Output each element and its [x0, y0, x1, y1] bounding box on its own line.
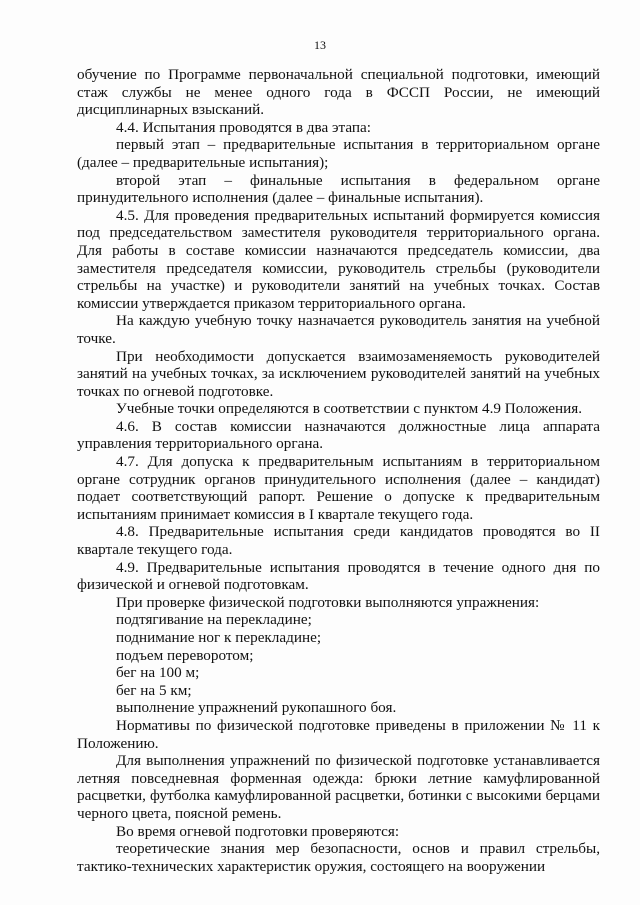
paragraph: При необходимости допускается взаимозаменяемость руководителей занятий на учебных точках, за исключением руководителей занятий на учебных точках по огневой подготовке.	[77, 347, 600, 400]
exercise-item: подтягивание на перекладине;	[116, 611, 312, 629]
paragraph: 4.6. В состав комиссии назначаются должностные лица аппарата управления территориального органа.	[77, 417, 600, 453]
paragraphs-after-list	[77, 717, 600, 875]
exercise-item: подъем переворотом;	[116, 646, 254, 664]
paragraph: второй этап – финальные испытания в федеральном органе принудительного исполнения (далее – финальные испытания).	[77, 171, 600, 207]
paragraph: Для выполнения упражнений по физической подготовке устанавливается летняя повседневная форменная одежда: брюки летние камуфлированной расцветки, футболка камуфлированной расцветки, ботинки с высокими берцами черного цвета, поясной ремень.	[77, 752, 600, 822]
exercise-item: бег на 5 км;	[116, 681, 192, 699]
paragraphs-before-list	[77, 66, 600, 611]
paragraph: Во время огневой подготовки проверяются:	[116, 822, 400, 840]
paragraph: обучение по Программе первоначальной специальной подготовки, имеющий стаж службы не менее одного года в ФССП России, не имеющий дисциплинарных взысканий.	[77, 66, 600, 119]
paragraph: При проверке физической подготовки выполняются упражнения:	[116, 593, 540, 611]
paragraph: 4.8. Предварительные испытания среди кандидатов проводятся во II квартале текущего года.	[77, 523, 600, 559]
exercise-item: бег на 100 м;	[116, 664, 200, 682]
paragraph: Учебные точки определяются в соответствии с пунктом 4.9 Положения.	[116, 400, 582, 418]
paragraph: На каждую учебную точку назначается руководитель занятия на учебной точке.	[77, 312, 600, 347]
paragraph: 4.4. Испытания проводятся в два этапа:	[116, 118, 371, 136]
paragraph: первый этап – предварительные испытания в территориальном органе (далее – предварительные испытания);	[77, 136, 600, 171]
document-body	[77, 66, 600, 875]
paragraph: теоретические знания мер безопасности, основ и правил стрельбы, тактико-технических характеристик оружия, состоящего на вооружении	[77, 840, 600, 875]
exercise-item: выполнение упражнений рукопашного боя.	[116, 699, 397, 717]
exercise-item: поднимание ног к перекладине;	[116, 629, 322, 646]
exercise-list	[77, 611, 600, 717]
page-number: 13	[314, 38, 326, 52]
paragraph: Нормативы по физической подготовке приведены в приложении № 11 к Положению.	[77, 716, 600, 752]
paragraph: 4.5. Для проведения предварительных испытаний формируется комиссия под председательством заместителя руководителя территориального органа. Для работы в составе комиссии назначаются председатель комиссии, два заместителя председателя комиссии, руководитель стрельбы (руководители стрельбы на участке) и руководители занятий на учебных точках. Состав комиссии утверждается приказом территориального органа.	[77, 206, 600, 312]
paragraph: 4.9. Предварительные испытания проводятся в течение одного дня по физической и огневой подготовкам.	[77, 558, 600, 594]
paragraph: 4.7. Для допуска к предварительным испытаниям в территориальном органе сотрудник органов принудительного исполнения (далее – кандидат) подает соответствующий рапорт. Решение о допуске к предварительным испытаниям принимает комиссия в I квартале текущего года.	[77, 453, 600, 523]
